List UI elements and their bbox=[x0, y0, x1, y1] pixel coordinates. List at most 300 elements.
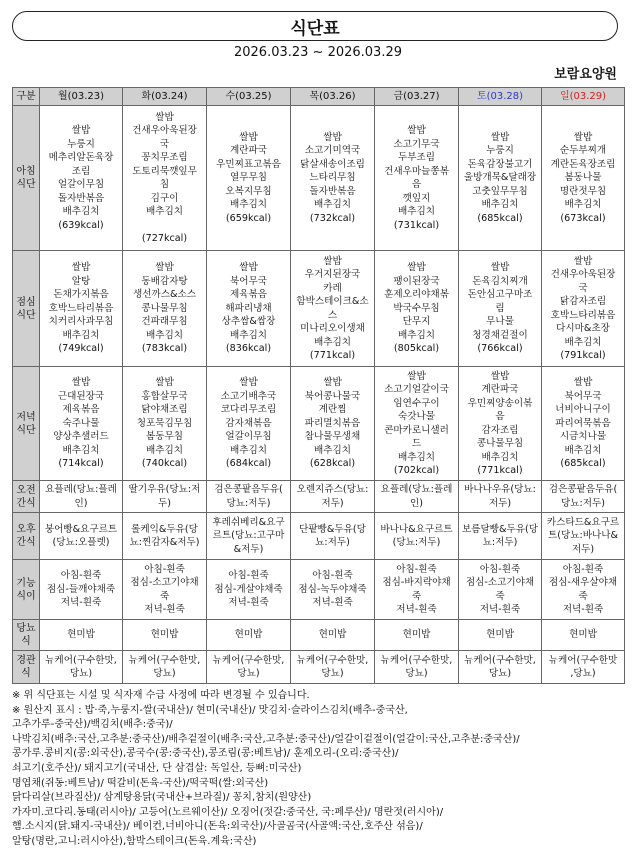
menu-item: 청포묵김무침 bbox=[136, 417, 193, 429]
lunch-row-thu bbox=[291, 251, 375, 367]
tube-feeding-row-tue bbox=[123, 651, 207, 684]
menu-item: 건새우아욱된장 bbox=[132, 125, 197, 136]
menu-item: 저녁-흰죽 bbox=[60, 597, 102, 609]
tube-feeding-row-thu bbox=[291, 651, 375, 684]
day-header-mon: 월(03.23) bbox=[40, 88, 123, 106]
menu-item: 해파리냉채 bbox=[225, 302, 272, 314]
menu-item: 쌀밥 bbox=[323, 377, 342, 389]
menu-item: 저두) bbox=[321, 497, 344, 509]
menu-item: 현미밥 bbox=[402, 629, 431, 641]
menu-item: 쌀밥 bbox=[239, 262, 258, 274]
menu-item: 우민찌표고볶음 bbox=[216, 158, 281, 170]
menu-item: 당뇨) bbox=[488, 668, 512, 679]
menu-item: 배추김치 bbox=[481, 451, 519, 463]
menu-item: 배추김치 bbox=[62, 206, 100, 217]
menu-item: 소고기미역국 bbox=[304, 145, 361, 157]
menu-item: 바나나&요구르트 bbox=[380, 523, 453, 535]
menu-item: 미나리오이생채 bbox=[300, 323, 365, 334]
dinner-row-tue bbox=[123, 367, 207, 481]
menu-item: 죽 bbox=[495, 590, 505, 602]
breakfast-row-fri bbox=[375, 106, 459, 251]
menu-item: 파리멸치볶음 bbox=[304, 417, 361, 429]
menu-item: (771kcal) bbox=[477, 465, 523, 476]
menu-item: (791kcal) bbox=[560, 350, 606, 361]
note-line: ※ 위 식단표는 시설 및 식자재 수급 사정에 따라 변경될 수 있습니다. bbox=[12, 690, 310, 701]
dinner-row bbox=[13, 367, 625, 481]
dinner-row-mon bbox=[40, 367, 123, 481]
menu-period: 2026.03.23 ~ 2026.03.29 bbox=[233, 45, 403, 60]
menu-item: 배추김치 bbox=[145, 206, 184, 217]
lunch-row-sat bbox=[459, 251, 542, 367]
menu-item: 두부조림 bbox=[397, 152, 436, 163]
menu-item: 임연수구이 bbox=[393, 397, 440, 409]
menu-item: 오복지무침 bbox=[225, 185, 272, 197]
menu-item: (당뇨:저두) bbox=[392, 537, 441, 548]
tube-feeding-row bbox=[13, 651, 625, 684]
menu-item: 돈안심고구마조 bbox=[467, 289, 533, 301]
menu-item: 호박느타리볶음 bbox=[550, 309, 616, 321]
menu-item: 아침-흰죽 bbox=[312, 570, 353, 582]
tube-feeding-row-fri bbox=[375, 651, 459, 684]
menu-item: 닭감자조림 bbox=[559, 296, 607, 307]
day-header-thu: 목(03.26) bbox=[291, 88, 375, 106]
dinner-row-wed bbox=[207, 367, 291, 481]
menu-item: 봄동무침 bbox=[145, 431, 184, 443]
menu-item: 현미밥 bbox=[569, 629, 597, 641]
menu-item: 다시마&초장 bbox=[556, 323, 610, 334]
menu-item: 감자채볶음 bbox=[225, 417, 272, 429]
am-snack-row bbox=[13, 481, 625, 513]
menu-item: 현미밥 bbox=[67, 629, 95, 641]
menu-item: 배추김치 bbox=[313, 336, 352, 348]
menu-item: 단무지 bbox=[402, 316, 431, 328]
menu-item: 계란파국 bbox=[229, 145, 268, 157]
menu-item: 북어무국 bbox=[229, 275, 268, 287]
menu-item: 두) bbox=[157, 497, 171, 509]
menu-item: 쌀밥 bbox=[490, 131, 510, 143]
am-snack-row-wed bbox=[207, 481, 291, 513]
menu-item: 드 bbox=[411, 438, 422, 449]
menu-item: 배추김치 bbox=[564, 336, 602, 348]
menu-item: 알탕 bbox=[71, 275, 91, 287]
menu-item: 저녁-흰죽 bbox=[228, 597, 269, 609]
menu-item: 쌀밥 bbox=[155, 377, 174, 389]
menu-item: (766kcal) bbox=[477, 343, 523, 355]
am-snack-row-label: 오전 간식 bbox=[13, 481, 40, 513]
menu-item: 박국수무침 bbox=[393, 302, 440, 314]
menu-item: 뉴케어(구수한맛, bbox=[380, 654, 453, 666]
menu-item: 메추리알돈육장 bbox=[48, 152, 114, 163]
lunch-row-mon bbox=[40, 251, 123, 367]
pm-snack-row-tue bbox=[123, 513, 207, 560]
dinner-row-label: 저녁 식단 bbox=[13, 367, 40, 481]
menu-item: (628kcal) bbox=[309, 458, 356, 470]
functional-diet-row-thu bbox=[291, 560, 375, 620]
menu-item: 아침-흰죽 bbox=[479, 563, 521, 575]
menu-item: 국 bbox=[578, 282, 588, 294]
menu-item: 쌀밥 bbox=[490, 262, 510, 274]
menu-item: 배추김치 bbox=[397, 329, 436, 341]
note-line: ※ 원산지 표시 : 밥·죽,누룽지-쌀(국내산)/ 현미(국내산)/ 맛김치·슬라이스김치(배추-중국산, bbox=[12, 704, 408, 716]
menu-item: 림 bbox=[495, 302, 505, 314]
menu-item: 콩나물무침 bbox=[141, 302, 188, 314]
functional-diet-row-label: 기능 식이 bbox=[13, 560, 40, 620]
menu-item: 점심-게살야채죽 bbox=[214, 583, 283, 595]
pm-snack-row bbox=[13, 513, 625, 560]
menu-item: 누룽지 bbox=[486, 145, 514, 157]
menu-item: 숙갓나물 bbox=[397, 411, 436, 422]
am-snack-row-mon bbox=[40, 481, 123, 513]
functional-diet-row-mon bbox=[40, 560, 123, 620]
menu-item: 당뇨) bbox=[321, 668, 344, 679]
menu-item: 딸기우유(당뇨:저 bbox=[128, 484, 201, 495]
diabetes-diet-row-thu bbox=[291, 620, 375, 651]
menu-item: &저두) bbox=[233, 543, 264, 555]
menu-item: 치커리사과무침 bbox=[48, 316, 114, 328]
menu-item: 쌀밥 bbox=[71, 262, 91, 274]
menu-item: 배추김치 bbox=[145, 444, 184, 456]
menu-item: 카스타드&요구르 bbox=[546, 516, 620, 528]
menu-item: 점심-바지락야채 bbox=[382, 577, 451, 588]
menu-item: 당뇨) bbox=[405, 668, 428, 679]
menu-item: 당뇨:저두) bbox=[226, 497, 271, 509]
functional-diet-row-sun bbox=[542, 560, 625, 620]
menu-item: 단팥빵&두유(당 bbox=[299, 523, 366, 535]
am-snack-row-thu bbox=[291, 481, 375, 513]
functional-diet-row-tue bbox=[123, 560, 207, 620]
menu-item: (727kcal) bbox=[141, 233, 188, 244]
lunch-row-wed bbox=[207, 251, 291, 367]
day-header-sat: 토(03.28) bbox=[459, 88, 542, 106]
menu-item: 죽 bbox=[159, 590, 170, 602]
dinner-row-sat bbox=[459, 367, 542, 481]
menu-item: 파리여묵볶음 bbox=[555, 417, 611, 429]
menu-item: 오렌지쥬스(당뇨: bbox=[296, 484, 369, 495]
menu-item: 계란찜 bbox=[318, 404, 347, 416]
menu-item: 김구이 bbox=[150, 192, 179, 204]
am-snack-row-sat bbox=[459, 481, 542, 513]
tube-feeding-row-sat bbox=[459, 651, 542, 684]
note-line: 알탕(명란,고니:러시아산),함박스테이크(돈육.계육:국산) bbox=[12, 835, 257, 847]
note-line: 콩가루.콩비지(콩:외국산),콩국수(콩:중국산),콩조림(콩:베트남)/ 훈제오리-(오리:중국산)/ bbox=[12, 748, 399, 760]
menu-item: 배추김치 bbox=[481, 199, 519, 211]
menu-item: 트(당뇨:바나나& bbox=[547, 530, 619, 542]
menu-item: (673kcal) bbox=[560, 212, 606, 224]
menu-item: 함박스테이크&소 bbox=[296, 296, 369, 307]
note-line: 햄.소시지(닭.돼지-국내산)/ 베이컨,너비아니(돈육:외국산)/사골곰국(사골액:국산,호주산 섞음)/ bbox=[12, 821, 423, 833]
menu-item: 꽁치무조림 bbox=[141, 152, 188, 163]
menu-item: (659kcal) bbox=[225, 212, 272, 224]
menu-item: 검은콩팥음두유( bbox=[214, 484, 283, 495]
lunch-row-label: 점심 식단 bbox=[13, 251, 40, 367]
menu-item: 우거지된장국 bbox=[304, 269, 361, 280]
menu-item: 팽이된장국 bbox=[393, 275, 440, 287]
menu-item: 훈제오리야채볶 bbox=[384, 289, 449, 301]
menu-item: 배추김치 bbox=[397, 206, 436, 217]
menu-item: 참나물무생채 bbox=[304, 431, 361, 443]
pm-snack-row-label: 오후 간식 bbox=[13, 513, 40, 560]
menu-item: 요플레(당뇨:플레 bbox=[380, 484, 453, 495]
menu-item: 쌀밥 bbox=[573, 255, 593, 267]
menu-item: 쌀밥 bbox=[407, 262, 426, 274]
menu-item: 아침-흰죽 bbox=[144, 563, 185, 575]
menu-item: 돈채가지볶음 bbox=[53, 289, 109, 301]
diabetes-diet-row-sun bbox=[542, 620, 625, 651]
menu-item: 도토리묵깻잎무 bbox=[132, 165, 197, 177]
menu-item: (783kcal) bbox=[141, 343, 188, 355]
menu-item: 동배감자탕 bbox=[141, 275, 188, 287]
menu-item: 보름달빵&두유(당 bbox=[461, 523, 539, 535]
menu-item: 청경채겉절이 bbox=[472, 329, 528, 341]
menu-item: 건새우마늘쫑볶 bbox=[384, 165, 449, 177]
menu-item: 북어콩나물국 bbox=[304, 390, 361, 402]
menu-item: 뇨:저두) bbox=[482, 537, 518, 548]
menu-item: 쌀밥 bbox=[407, 125, 426, 136]
menu-item: 쌀밥 bbox=[407, 370, 426, 382]
menu-item: 저녁-흰죽 bbox=[144, 604, 185, 615]
menu-item: 쌀밥 bbox=[573, 377, 593, 389]
menu-item: 뉴케어(구수한맛, bbox=[296, 654, 369, 666]
menu-item: 르트(당뇨:고구마 bbox=[212, 530, 285, 542]
menu-item: 깻잎지 bbox=[402, 192, 431, 204]
menu-item: 현미밥 bbox=[318, 629, 347, 641]
dinner-row-sun bbox=[542, 367, 625, 481]
menu-item: 침 bbox=[159, 179, 170, 190]
lunch-row-fri bbox=[375, 251, 459, 367]
menu-item: 호박느타리볶음 bbox=[48, 302, 114, 314]
diabetes-diet-row bbox=[13, 620, 625, 651]
menu-item: 감자조림 bbox=[481, 424, 519, 436]
menu-item: 롤케익&두유(당 bbox=[131, 523, 198, 535]
note-line: 명엽채(쥐동:베트남)/ 떡갈비(돈육-국산)/떡국떡(쌀:외국산) bbox=[12, 777, 269, 789]
menu-item: 배추김치 bbox=[564, 199, 602, 211]
menu-item: 건파래무침 bbox=[141, 316, 188, 328]
menu-item: 당뇨) bbox=[153, 668, 176, 679]
menu-item: 현미밥 bbox=[486, 629, 514, 641]
menu-item: (685kcal) bbox=[477, 212, 523, 224]
menu-item: 얼갈이무침 bbox=[225, 431, 272, 443]
menu-item: 계란돈육장조림 bbox=[550, 158, 616, 170]
pm-snack-row-fri bbox=[375, 513, 459, 560]
menu-item: 붕어빵&요구르트 bbox=[44, 523, 118, 535]
menu-item: 제육볶음 bbox=[62, 404, 100, 416]
diabetes-diet-row-label: 당뇨 식 bbox=[13, 620, 40, 651]
menu-item: 후레쉬베리&요구 bbox=[212, 516, 285, 528]
day-header-fri: 금(03.27) bbox=[375, 88, 459, 106]
menu-item: 현미밥 bbox=[234, 629, 263, 641]
menu-item: 느타리무침 bbox=[309, 172, 356, 184]
menu-item: 소고기배추국 bbox=[220, 390, 277, 402]
menu-item: 돈육김치찌개 bbox=[472, 275, 528, 287]
tube-feeding-row-sun bbox=[542, 651, 625, 684]
menu-item: (685kcal) bbox=[560, 458, 606, 470]
note-line: 닭다리살(브라질산)/ 삼계탕용닭(국내산+브라질)/ 꽁치,참치(원양산) bbox=[12, 792, 312, 804]
menu-item: 양상추샐러드 bbox=[53, 431, 109, 443]
menu-item: (714kcal) bbox=[58, 458, 104, 470]
menu-item: 점심-녹두야채죽 bbox=[298, 583, 367, 595]
menu-item: 배추김치 bbox=[229, 199, 268, 211]
menu-item: 당뇨) bbox=[237, 668, 260, 679]
menu-item: 음 bbox=[411, 179, 422, 190]
dinner-row-fri bbox=[375, 367, 459, 481]
header-row bbox=[13, 88, 625, 106]
menu-item: 누룽지 bbox=[67, 138, 95, 150]
menu-item: 저녁-흰죽 bbox=[312, 597, 353, 609]
day-header-sun: 일(03.29) bbox=[542, 88, 625, 106]
menu-item: 점심-소고기야채 bbox=[130, 577, 199, 588]
day-header-tue: 화(03.24) bbox=[123, 88, 207, 106]
menu-item: (771kcal) bbox=[309, 350, 356, 361]
menu-item: (805kcal) bbox=[393, 343, 440, 355]
menu-item: 점심-들깨야채죽 bbox=[46, 583, 116, 595]
menu-item: ,당뇨) bbox=[570, 668, 596, 679]
menu-item: 국 bbox=[159, 138, 170, 150]
menu-item: 카레 bbox=[323, 282, 342, 294]
am-snack-row-fri bbox=[375, 481, 459, 513]
menu-item: 너비아니구이 bbox=[555, 404, 611, 416]
menu-item: 울방개묵&달래장 bbox=[463, 172, 537, 184]
tube-feeding-row-mon bbox=[40, 651, 123, 684]
menu-item: 점심-소고기야채 bbox=[465, 577, 535, 588]
pm-snack-row-wed bbox=[207, 513, 291, 560]
menu-item: 콩나물무침 bbox=[476, 438, 524, 449]
menu-item: 검은콩팥음두유( bbox=[548, 484, 618, 495]
breakfast-row-mon bbox=[40, 106, 123, 251]
organization-name: 보람요양원 bbox=[554, 67, 617, 82]
menu-item: 쌀밥 bbox=[239, 377, 258, 389]
menu-item: (836kcal) bbox=[225, 343, 272, 355]
menu-item: 쌀밥 bbox=[323, 131, 342, 143]
menu-item: 순두부찌개 bbox=[559, 145, 607, 157]
menu-item: 돌자반볶음 bbox=[309, 185, 356, 197]
am-snack-row-sun bbox=[542, 481, 625, 513]
menu-item bbox=[124, 219, 205, 233]
menu-item: 아침-흰죽 bbox=[396, 563, 437, 575]
functional-diet-row-fri bbox=[375, 560, 459, 620]
lunch-row bbox=[13, 251, 625, 367]
breakfast-row-tue bbox=[123, 106, 207, 251]
tube-feeding-row-wed bbox=[207, 651, 291, 684]
menu-item: 건새우아욱된장 bbox=[550, 269, 616, 280]
menu-item: (당뇨:오플렛) bbox=[52, 537, 110, 548]
menu-item: 당뇨) bbox=[69, 668, 93, 679]
menu-item: 북어무국 bbox=[564, 390, 602, 402]
menu-item: 제육볶음 bbox=[229, 289, 268, 301]
menu-item: 무나물 bbox=[486, 316, 514, 328]
menu-item: 아침-흰죽 bbox=[228, 570, 269, 582]
menu-item: 뇨:저두) bbox=[315, 537, 350, 548]
menu-item: (639kcal) bbox=[58, 219, 104, 231]
breakfast-row-label: 아침 식단 bbox=[13, 106, 40, 251]
lunch-row-tue bbox=[123, 251, 207, 367]
menu-item: 얼갈이무침 bbox=[57, 179, 105, 190]
pm-snack-row-thu bbox=[291, 513, 375, 560]
menu-item: 고춧잎무무침 bbox=[472, 185, 528, 197]
menu-item: 당뇨:저두) bbox=[560, 497, 606, 509]
menu-item: 쌀밥 bbox=[490, 370, 510, 382]
pm-snack-row-sat bbox=[459, 513, 542, 560]
menu-item: 죽 bbox=[578, 590, 588, 602]
dinner-row-thu bbox=[291, 367, 375, 481]
menu-item: 콘마카로니샐러 bbox=[384, 424, 449, 436]
menu-item: (684kcal) bbox=[225, 458, 272, 470]
menu-table bbox=[12, 87, 625, 684]
pm-snack-row-sun bbox=[542, 513, 625, 560]
menu-item: 소고기무국 bbox=[393, 138, 440, 150]
notes-section bbox=[12, 689, 624, 850]
diabetes-diet-row-mon bbox=[40, 620, 123, 651]
menu-item: (732kcal) bbox=[309, 212, 356, 224]
menu-item: (702kcal) bbox=[393, 465, 440, 476]
am-snack-row-tue bbox=[123, 481, 207, 513]
menu-item: 배추김치 bbox=[564, 444, 602, 456]
menu-item: 배추김치 bbox=[145, 329, 184, 341]
menu-item: 근대된장국 bbox=[57, 390, 105, 402]
menu-item: 돌자반볶음 bbox=[57, 192, 105, 204]
note-line: 쇠고기(호주산)/ 돼지고기(국내산, 단 삼겹살: 독일산, 등뼈:미국산) bbox=[12, 762, 302, 774]
breakfast-row bbox=[13, 106, 625, 251]
menu-item: 숙주나물 bbox=[62, 417, 100, 429]
menu-item: 배추김치 bbox=[229, 329, 268, 341]
menu-item: 닭야채조림 bbox=[141, 404, 188, 416]
menu-item: 시금치나물 bbox=[559, 431, 607, 443]
menu-item: 바나나우유(당뇨: bbox=[464, 484, 536, 495]
menu-item: 소고기얼갈이국 bbox=[384, 384, 449, 395]
menu-item: 저두) bbox=[488, 497, 512, 509]
menu-item: 쌀밥 bbox=[323, 255, 342, 267]
menu-item: 저녁-흰죽 bbox=[479, 604, 521, 615]
breakfast-row-thu bbox=[291, 106, 375, 251]
menu-item: 배추김치 bbox=[229, 444, 268, 456]
diabetes-diet-row-wed bbox=[207, 620, 291, 651]
menu-item: 배추김치 bbox=[62, 444, 100, 456]
menu-item: 뉴케어(구수한맛 bbox=[548, 654, 618, 666]
functional-diet-row-sat bbox=[459, 560, 542, 620]
menu-item: 쌀밥 bbox=[573, 131, 593, 143]
day-header-wed: 수(03.25) bbox=[207, 88, 291, 106]
functional-diet-row-wed bbox=[207, 560, 291, 620]
tube-feeding-row-label: 경관 식 bbox=[13, 651, 40, 684]
menu-item: (749kcal) bbox=[58, 343, 104, 355]
menu-item: 쌀밥 bbox=[239, 131, 258, 143]
category-header: 구분 bbox=[13, 88, 40, 106]
menu-item: 계란파국 bbox=[481, 384, 519, 395]
menu-item: 쌀밥 bbox=[155, 111, 174, 123]
menu-item: 조림 bbox=[71, 165, 91, 177]
menu-item: 죽 bbox=[411, 590, 422, 602]
menu-item: 배추김치 bbox=[62, 329, 100, 341]
breakfast-row-wed bbox=[207, 106, 291, 251]
menu-item: (740kcal) bbox=[141, 458, 188, 470]
menu-item: 저녁-흰죽 bbox=[396, 604, 437, 615]
menu-item: (731kcal) bbox=[393, 219, 440, 231]
menu-item: 배추김치 bbox=[397, 451, 436, 463]
menu-item: 인) bbox=[409, 497, 423, 509]
menu-item: 닭살새송이조림 bbox=[300, 158, 365, 170]
menu-item: 배추김치 bbox=[313, 444, 352, 456]
menu-item: 요플레(당뇨:플레 bbox=[45, 484, 117, 495]
menu-item: 봄동나물 bbox=[564, 172, 602, 184]
menu-item: 인) bbox=[74, 497, 88, 509]
menu-item: 홍합살무국 bbox=[141, 390, 188, 402]
menu-item: 뉴케어(구수한맛, bbox=[128, 654, 201, 666]
menu-item: 우민찌양송이볶 bbox=[467, 397, 533, 409]
menu-item: 명란젓무침 bbox=[559, 185, 607, 197]
menu-item: 쌀밥 bbox=[71, 377, 91, 389]
menu-item: 배추김치 bbox=[313, 199, 352, 211]
menu-item: 코다리무조림 bbox=[220, 404, 277, 416]
menu-item: 점심-새우살야채 bbox=[548, 577, 618, 588]
